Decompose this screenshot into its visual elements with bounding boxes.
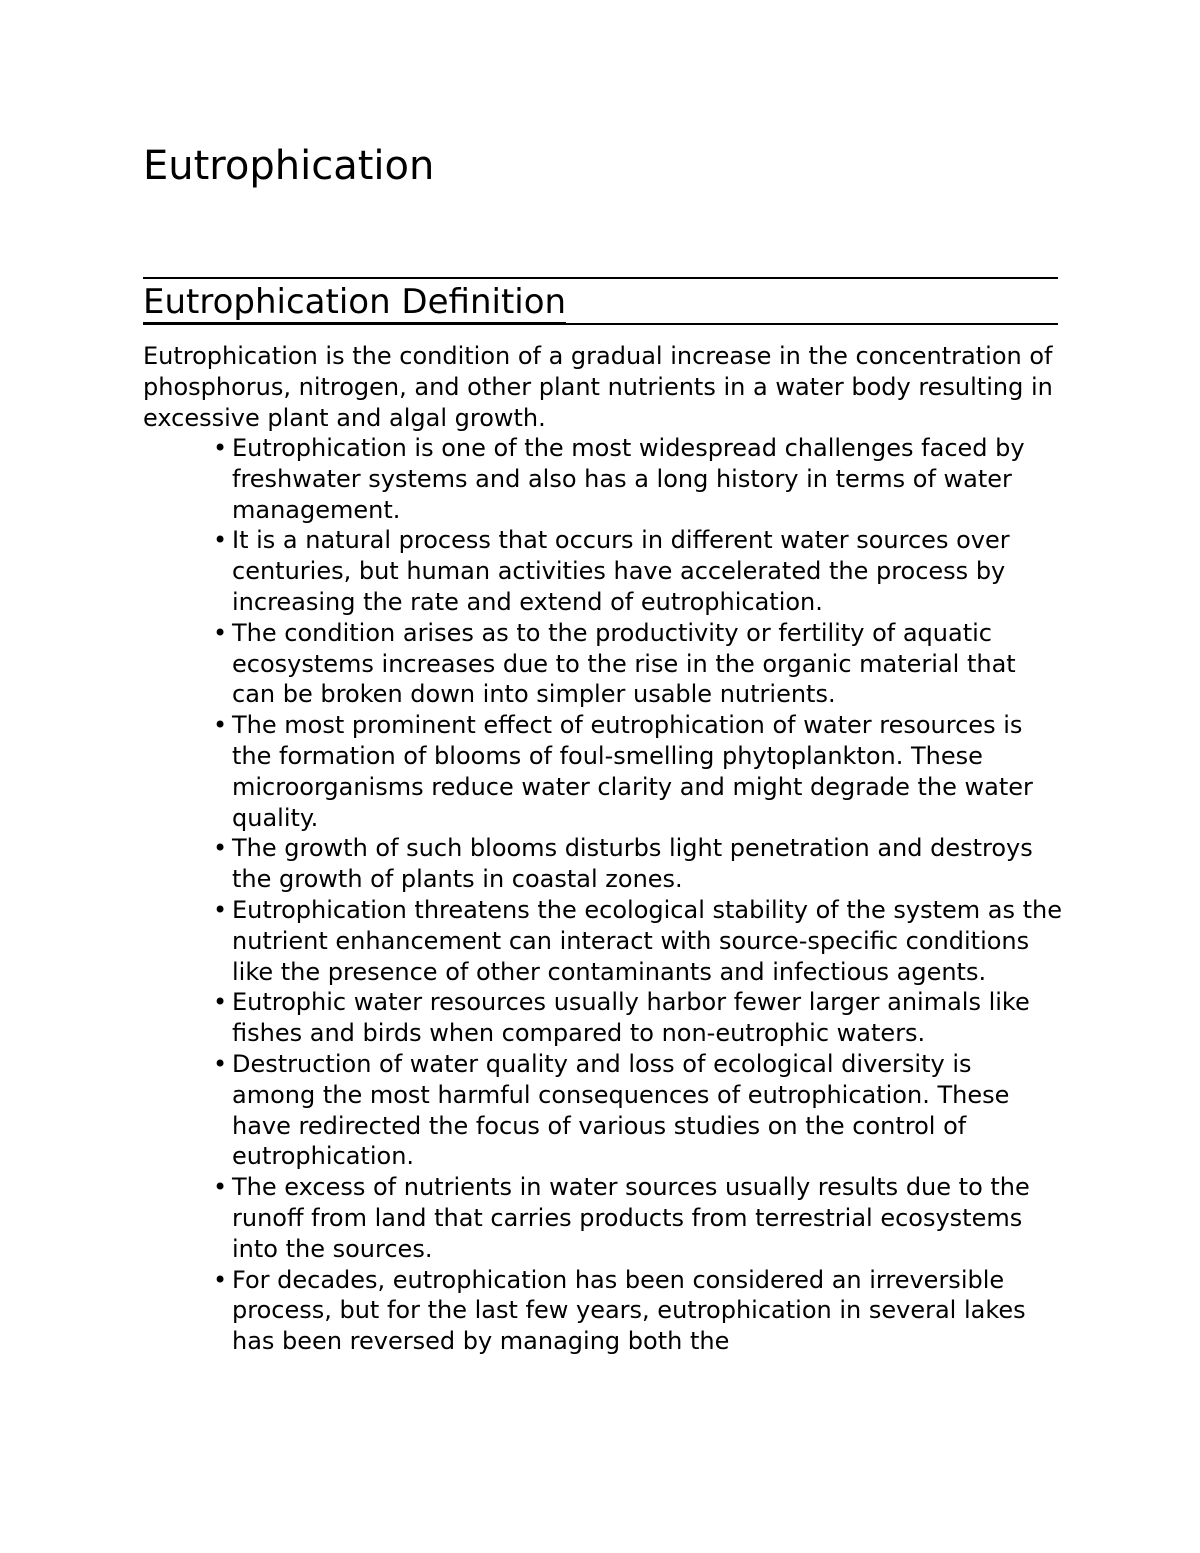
bullet-icon: •	[213, 434, 228, 462]
list-item	[192, 1049, 1062, 1172]
bullet-icon: •	[213, 711, 228, 740]
section-heading-text: Eutrophication Definition	[143, 282, 567, 322]
list-item	[192, 895, 1062, 987]
bullet-text: For decades, eutrophication has been considered an irreversible process, but for the last few years, eutrophication in several lakes has been reversed by managing both the	[232, 1265, 1026, 1356]
bullet-text: The most prominent effect of eutrophication of water resources is the formation of blooms of foul-smelling phytoplankton. These microorganisms reduce water clarity and might degrade the water quality.	[232, 711, 1033, 832]
bullet-list	[192, 433, 1062, 1357]
list-item	[192, 1265, 1062, 1357]
bullet-text: Eutrophication threatens the ecological stability of the system as the nutrient enhancement can interact with source-specific conditions like the presence of other contaminants and infectious agents.	[232, 895, 1062, 986]
heading-top-rule	[143, 277, 1058, 279]
list-item	[192, 525, 1062, 617]
bullet-text: It is a natural process that occurs in different water sources over centuries, but human activities have accelerated the process by increasing the rate and extend of eutrophication.	[232, 526, 1010, 616]
bullet-icon: •	[213, 526, 228, 555]
document-title: Eutrophication	[143, 143, 435, 189]
list-item	[192, 710, 1062, 833]
bullet-text: The condition arises as to the productivity or fertility of aquatic ecosystems increases due to the rise in the organic material that can be broken down into simpler usable nutrients.	[232, 618, 1016, 709]
bullet-icon: •	[213, 834, 228, 863]
bullet-text: The growth of such blooms disturbs light penetration and destroys the growth of plants in coastal zones.	[232, 834, 1033, 894]
list-item	[192, 833, 1062, 895]
section-heading	[143, 280, 566, 324]
bullet-icon: •	[213, 1265, 228, 1294]
intro-paragraph: Eutrophication is the condition of a gradual increase in the concentration of phosphorus, nitrogen, and other plant nutrients in a water body resulting in excessive plant and algal growth.	[143, 342, 1053, 432]
list-item	[192, 987, 1062, 1049]
bullet-icon: •	[213, 1049, 228, 1078]
bullet-text: Eutrophication is one of the most widespread challenges faced by freshwater systems and also has a long history in terms of water management.	[232, 434, 1025, 524]
bullet-icon: •	[213, 895, 228, 924]
bullet-icon: •	[213, 618, 228, 647]
bullet-icon: •	[213, 988, 228, 1017]
list-item	[192, 1172, 1062, 1264]
bullet-text: Destruction of water quality and loss of ecological diversity is among the most harmful consequences of eutrophication. These have redirected the focus of various studies on the control of eutrophication.	[232, 1049, 1010, 1171]
bullet-text: Eutrophic water resources usually harbor fewer larger animals like fishes and birds when compared to non-eutrophic waters.	[232, 988, 1030, 1048]
list-item	[192, 433, 1062, 525]
list-item	[192, 618, 1062, 710]
heading-bottom-rule	[143, 323, 1058, 325]
bullet-icon: •	[213, 1173, 228, 1202]
bullet-text: The excess of nutrients in water sources usually results due to the runoff from land that carries products from terrestrial ecosystems into the sources.	[232, 1173, 1030, 1263]
